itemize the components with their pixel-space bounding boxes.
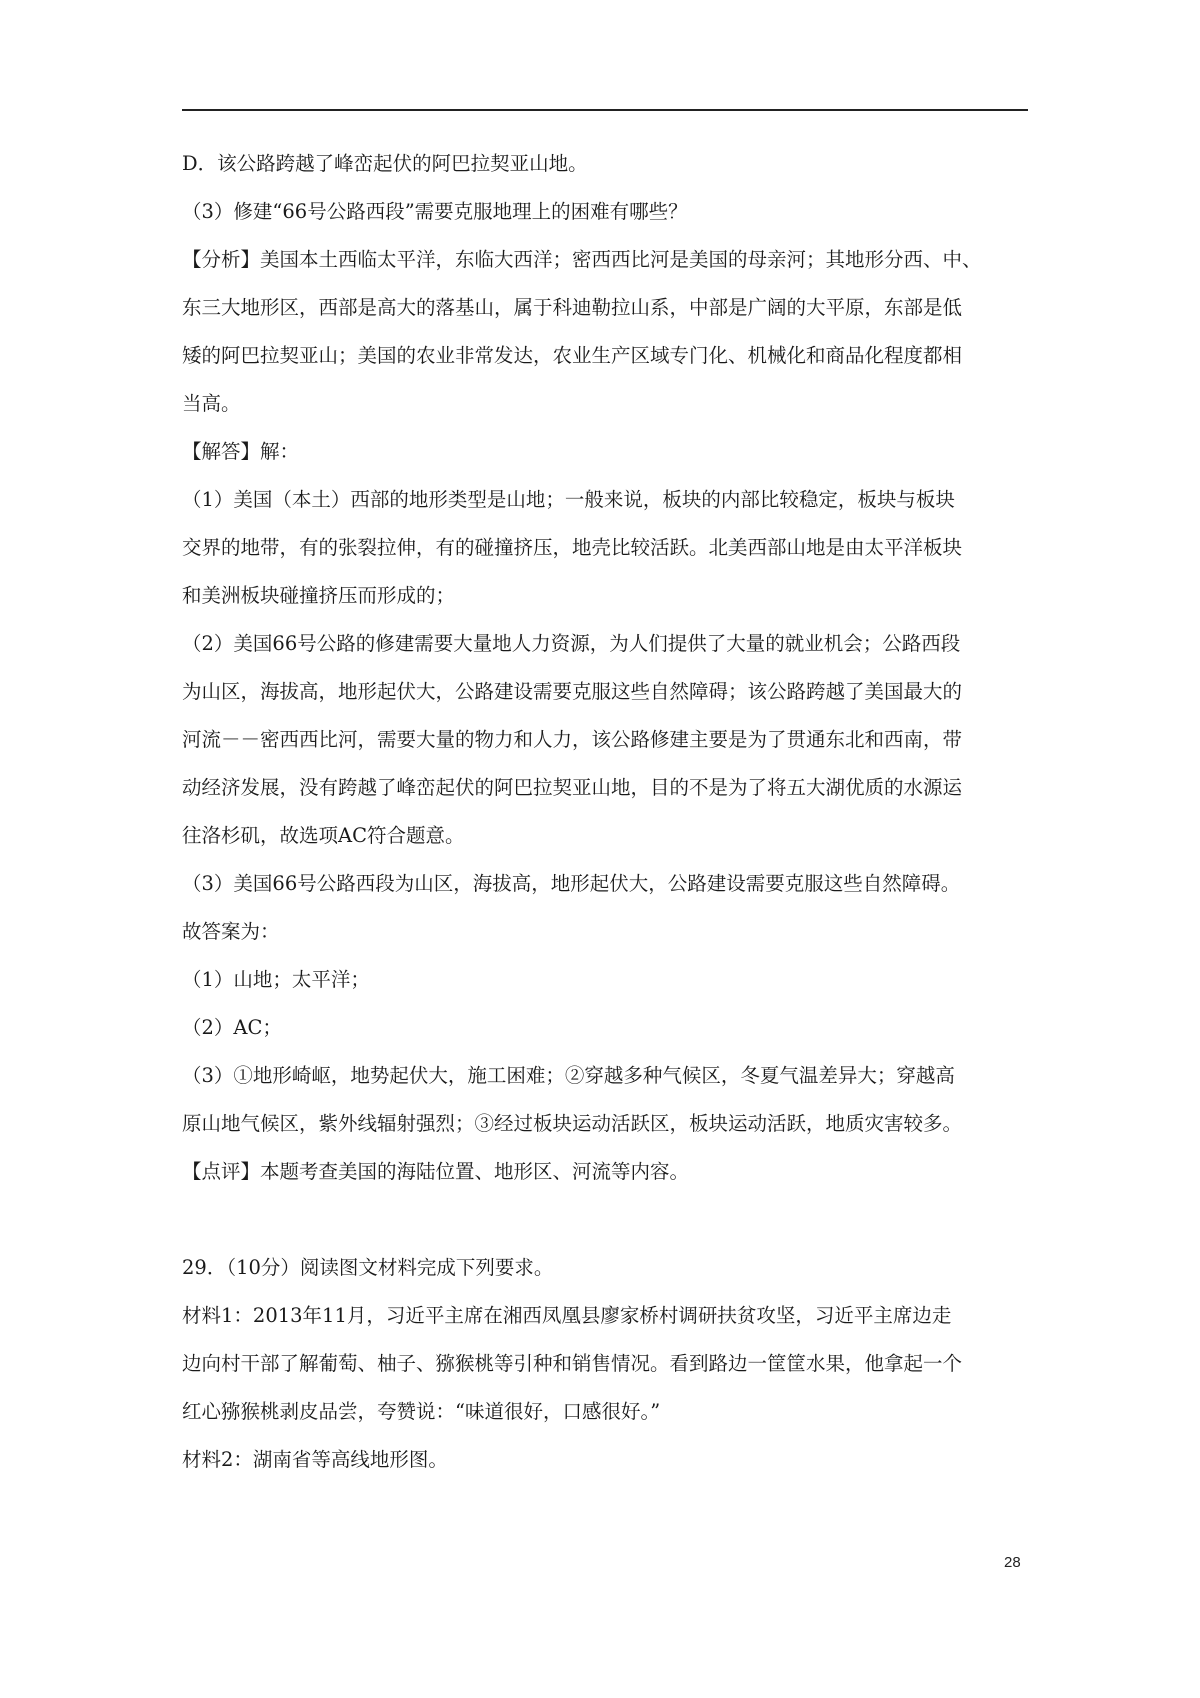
question-3: （3）修建“66号公路西段”需要克服地理上的困难有哪些？: [182, 200, 688, 223]
solution-heading: 【解答】解：: [182, 440, 300, 463]
solution-line: （1）美国（本土）西部的地形类型是山地；一般来说，板块的内部比较稳定，板块与板块: [182, 488, 955, 511]
solution-line: （3）美国66号公路西段为山区，海拔高，地形起伏大，公路建设需要克服这些自然障碍。: [182, 872, 961, 895]
solution-line: 和美洲板块碰撞挤压而形成的；: [182, 584, 456, 607]
solution-line: 河流－－密西西比河，需要大量的物力和人力，该公路修建主要是为了贯通东北和西南，带: [182, 728, 963, 751]
answer-line: 原山地气候区，紫外线辐射强烈；③经过板块运动活跃区，板块运动活跃，地质灾害较多。: [182, 1112, 963, 1135]
answer-line: （1）山地；太平洋；: [182, 968, 370, 991]
comment-line: 【点评】本题考查美国的海陆位置、地形区、河流等内容。: [182, 1160, 690, 1183]
analysis-line: 当高。: [182, 392, 241, 415]
analysis-line: 【分析】美国本土西临太平洋，东临大西洋；密西西比河是美国的母亲河；其地形分西、中、: [182, 248, 982, 271]
material-1-line: 材料1：2013年11月，习近平主席在湘西凤凰县廖家桥村调研扶贫攻坚，习近平主席边走: [182, 1304, 952, 1327]
solution-line: 动经济发展，没有跨越了峰峦起伏的阿巴拉契亚山地，目的不是为了将五大湖优质的水源运: [182, 776, 963, 799]
material-2-line: 材料2：湖南省等高线地形图。: [182, 1448, 448, 1471]
material-1-line: 边向村干部了解葡萄、柚子、猕猴桃等引种和销售情况。看到路边一筐筐水果，他拿起一个: [182, 1352, 963, 1375]
question-29-section: [182, 1244, 1028, 1484]
answer-line: （3）①地形崎岖，地势起伏大，施工困难；②穿越多种气候区，冬夏气温差异大；穿越高: [182, 1064, 955, 1087]
header-rule: [182, 109, 1028, 111]
section-gap: [182, 1196, 1028, 1244]
answer-heading: 故答案为：: [182, 920, 280, 943]
document-body: [182, 140, 1028, 1484]
analysis-line: 东三大地形区，西部是高大的落基山，属于科迪勒拉山系，中部是广阔的大平原，东部是低: [182, 296, 963, 319]
answer-section: [182, 140, 1028, 1196]
solution-line: 往洛杉矶，故选项AC符合题意。: [182, 824, 465, 847]
solution-line: 交界的地带，有的张裂拉伸，有的碰撞挤压，地壳比较活跃。北美西部山地是由太平洋板块: [182, 536, 963, 559]
solution-line: 为山区，海拔高，地形起伏大，公路建设需要克服这些自然障碍；该公路跨越了美国最大的: [182, 680, 963, 703]
page-number: 28: [1004, 1554, 1021, 1571]
answer-line: （2）AC；: [182, 1016, 282, 1039]
solution-line: （2）美国66号公路的修建需要大量地人力资源，为人们提供了大量的就业机会；公路西段: [182, 632, 961, 655]
question-29-title: 29．（10分）阅读图文材料完成下列要求。: [182, 1256, 554, 1279]
analysis-line: 矮的阿巴拉契亚山；美国的农业非常发达，农业生产区域专门化、机械化和商品化程度都相: [182, 344, 963, 367]
material-1-line: 红心猕猴桃剥皮品尝，夸赞说：“味道很好，口感很好。”: [182, 1400, 661, 1423]
option-d: D．该公路跨越了峰峦起伏的阿巴拉契亚山地。: [182, 152, 588, 175]
